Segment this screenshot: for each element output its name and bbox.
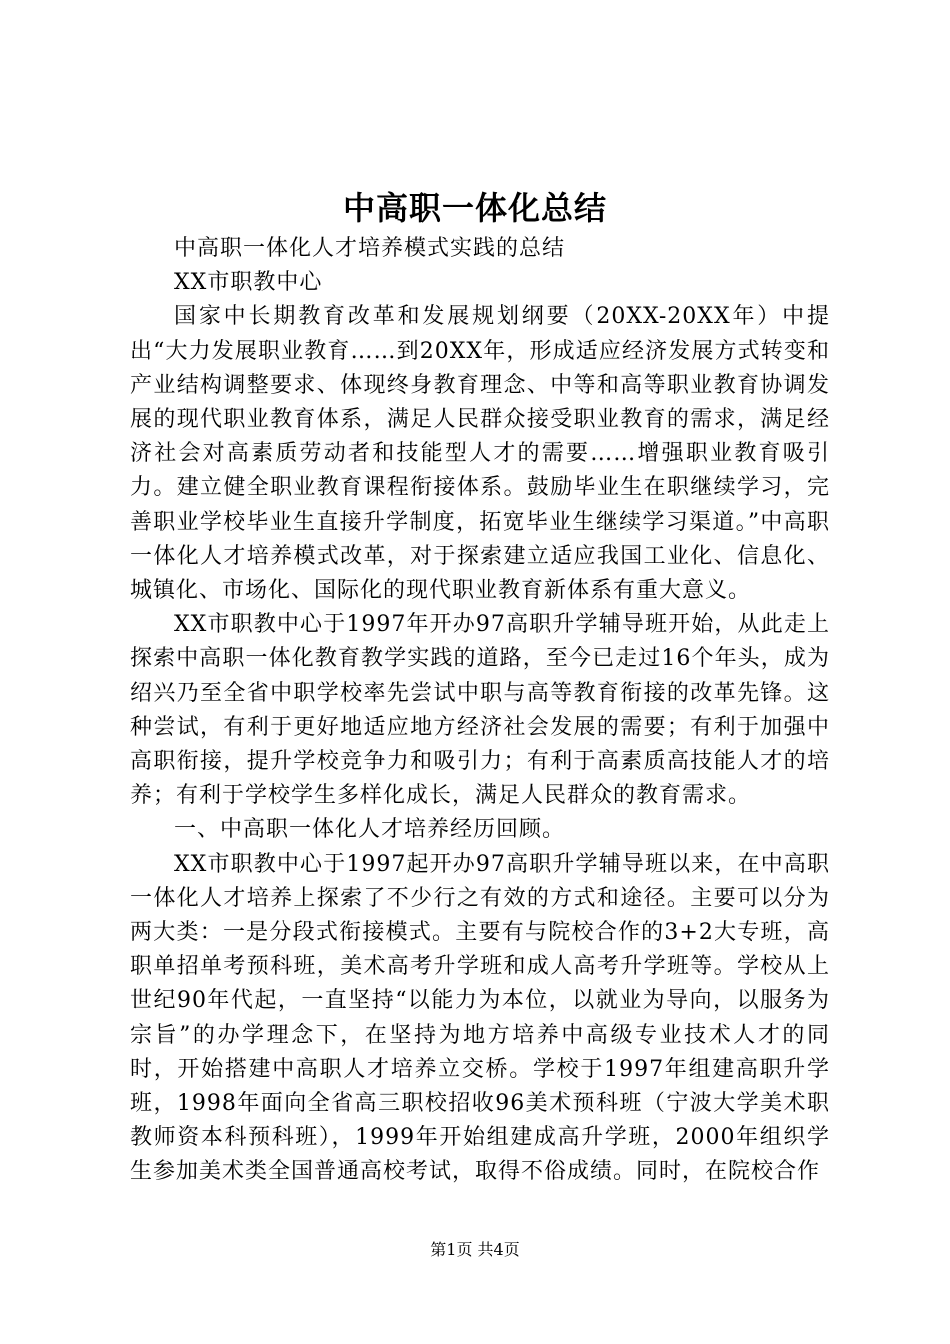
document-title: 中高职一体化总结 [342,189,607,227]
body-paragraph: XX市职教中心于1997起开办97高职升学辅导班以来，在中高职一体化人才培养上探索了不少行之有效的方式和途径。主要可以分为两大类：一是分段式衔接模式。主要有与院校合作的3+2大专班，高职单招单考预科班，美术高考升学班和成人高考升学班等。学校从上世纪90年代起，一直坚持“以能力为本位，以就业为导向，以服务为宗旨”的办学理念下，在坚持为地方培养中高级专业技术人才的同时，开始搭建中高职人才培养立交桥。学校于1997年组建高职升学班，1998年面向全省高三职校招收96美术预科班（宁波大学美术职教师资本科预科班），1999年开始组建成高升学班，2000年组织学生参加美术类全国普通高校考试，取得不俗成绩。同时，在院校合作 [130,851,831,1185]
page-number-footer: 第1页 共4页 [430,1240,520,1259]
body-paragraph: XX市职教中心于1997年开办97高职升学辅导班开始，从此走上探索中高职一体化教育教学实践的道路，至今已走过16个年头，成为绍兴乃至全省中职学校率先尝试中职与高等教育衔接的改革先锋。这种尝试，有利于更好地适应地方经济社会发展的需要；有利于加强中高职衔接，提升学校竞争力和吸引力；有利于高素质高技能人才的培养；有利于学校学生多样化成长，满足人民群众的教育需求。 [130,612,830,809]
body-paragraph: 国家中长期教育改革和发展规划纲要（20XX-20XX年）中提出“大力发展职业教育……到20XX年，形成适应经济发展方式转变和产业结构调整要求、体现终身教育理念、中等和高等职业教育协调发展的现代职业教育体系，满足人民群众接受职业教育的需求，满足经济社会对高素质劳动者和技能型人才的需要……增强职业教育吸引力。建立健全职业教育课程衔接体系。鼓励毕业生在职继续学习，完善职业学校毕业生直接升学制度，拓宽毕业生继续学习渠道。”中高职一体化人才培养模式改革，对于探索建立适应我国工业化、信息化、城镇化、市场化、国际化的现代职业教育新体系有重大意义。 [130,304,830,604]
author-paragraph: XX市职教中心 [174,270,323,296]
subtitle-paragraph: 中高职一体化人才培养模式实践的总结 [174,236,566,261]
document-body [130,232,830,1190]
section-heading: 一、中高职一体化人才培养经历回顾。 [174,817,566,843]
